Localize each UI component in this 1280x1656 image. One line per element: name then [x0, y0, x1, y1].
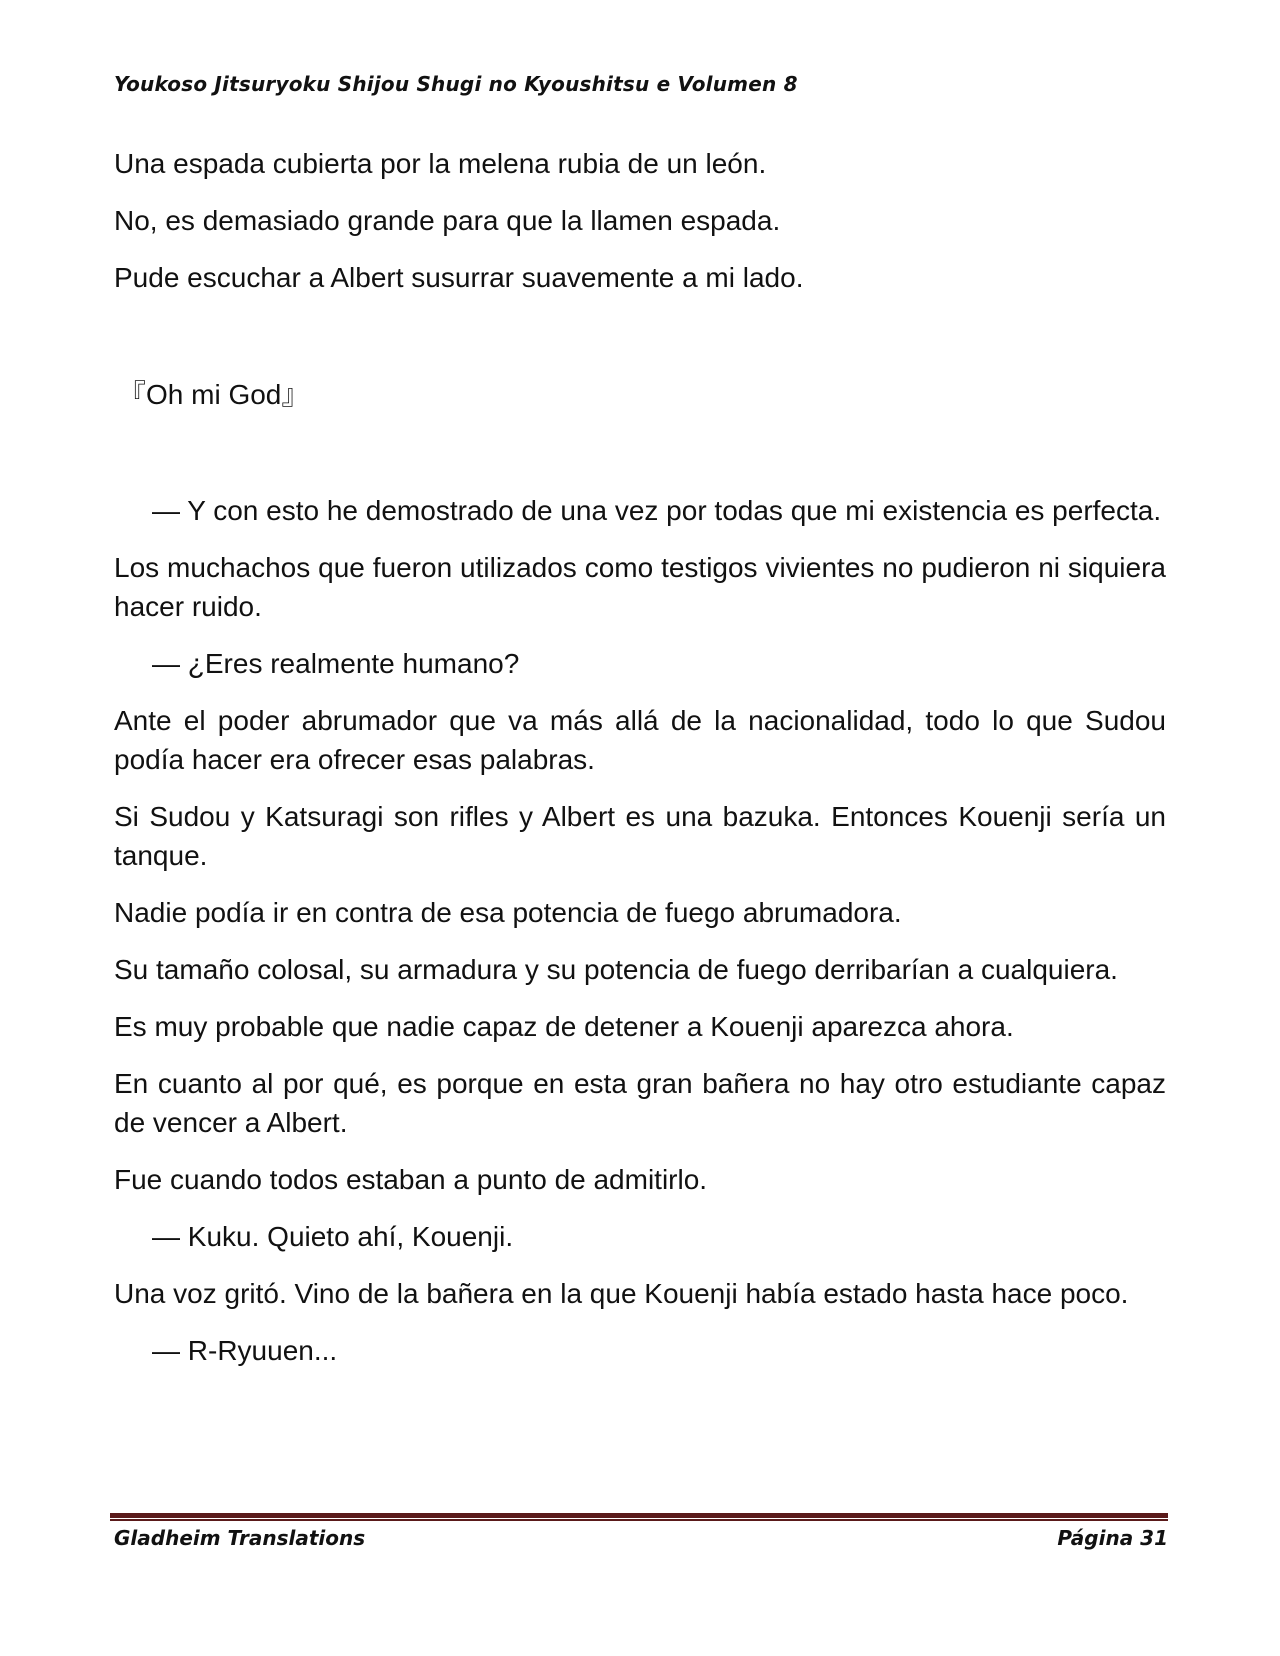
- paragraph: Es muy probable que nadie capaz de detener a Kouenji aparezca ahora.: [114, 1011, 1014, 1042]
- paragraph: Los muchachos que fueron utilizados como testigos vivientes no pudieron ni siquiera hacer ruido.: [114, 552, 1166, 622]
- paragraph: Fue cuando todos estaban a punto de admitirlo.: [114, 1164, 708, 1195]
- footer-rule: [110, 1513, 1168, 1521]
- dialogue-line: — ¿Eres realmente humano?: [152, 648, 520, 679]
- footer-rule-thick: [110, 1513, 1168, 1518]
- paragraph: Nadie podía ir en contra de esa potencia de fuego abrumadora.: [114, 897, 902, 928]
- dialogue-line: — R-Ryuuen...: [152, 1335, 338, 1366]
- page-number: Página 31: [1057, 1526, 1168, 1550]
- running-header-title: Youkoso Jitsuryoku Shijou Shugi no Kyoushitsu e Volumen 8: [114, 72, 798, 96]
- dialogue-line: — Kuku. Quieto ahí, Kouenji.: [152, 1221, 514, 1252]
- footer-credit: Gladheim Translations: [114, 1526, 366, 1550]
- paragraph: Ante el poder abrumador que va más allá de la nacionalidad, todo lo que Sudou podía hacer era ofrecer esas palabras.: [114, 705, 1166, 775]
- body-text: [114, 144, 1166, 1370]
- paragraph: Pude escuchar a Albert susurrar suavemente a mi lado.: [114, 262, 804, 293]
- paragraph: En cuanto al por qué, es porque en esta gran bañera no hay otro estudiante capaz de vencer a Albert.: [114, 1068, 1166, 1138]
- paragraph: Si Sudou y Katsuragi son rifles y Albert es una bazuka. Entonces Kouenji sería un tanque.: [114, 801, 1166, 871]
- footer-rule-thin: [110, 1519, 1168, 1521]
- quote-line: 『Oh mi God』: [118, 379, 310, 410]
- paragraph: No, es demasiado grande para que la llamen espada.: [114, 205, 781, 236]
- dialogue-line: — Y con esto he demostrado de una vez por todas que mi existencia es perfecta.: [152, 495, 1162, 526]
- paragraph: Una voz gritó. Vino de la bañera en la que Kouenji había estado hasta hace poco.: [114, 1278, 1129, 1309]
- paragraph: Su tamaño colosal, su armadura y su potencia de fuego derribarían a cualquiera.: [114, 954, 1118, 985]
- paragraph: Una espada cubierta por la melena rubia de un león.: [114, 148, 767, 179]
